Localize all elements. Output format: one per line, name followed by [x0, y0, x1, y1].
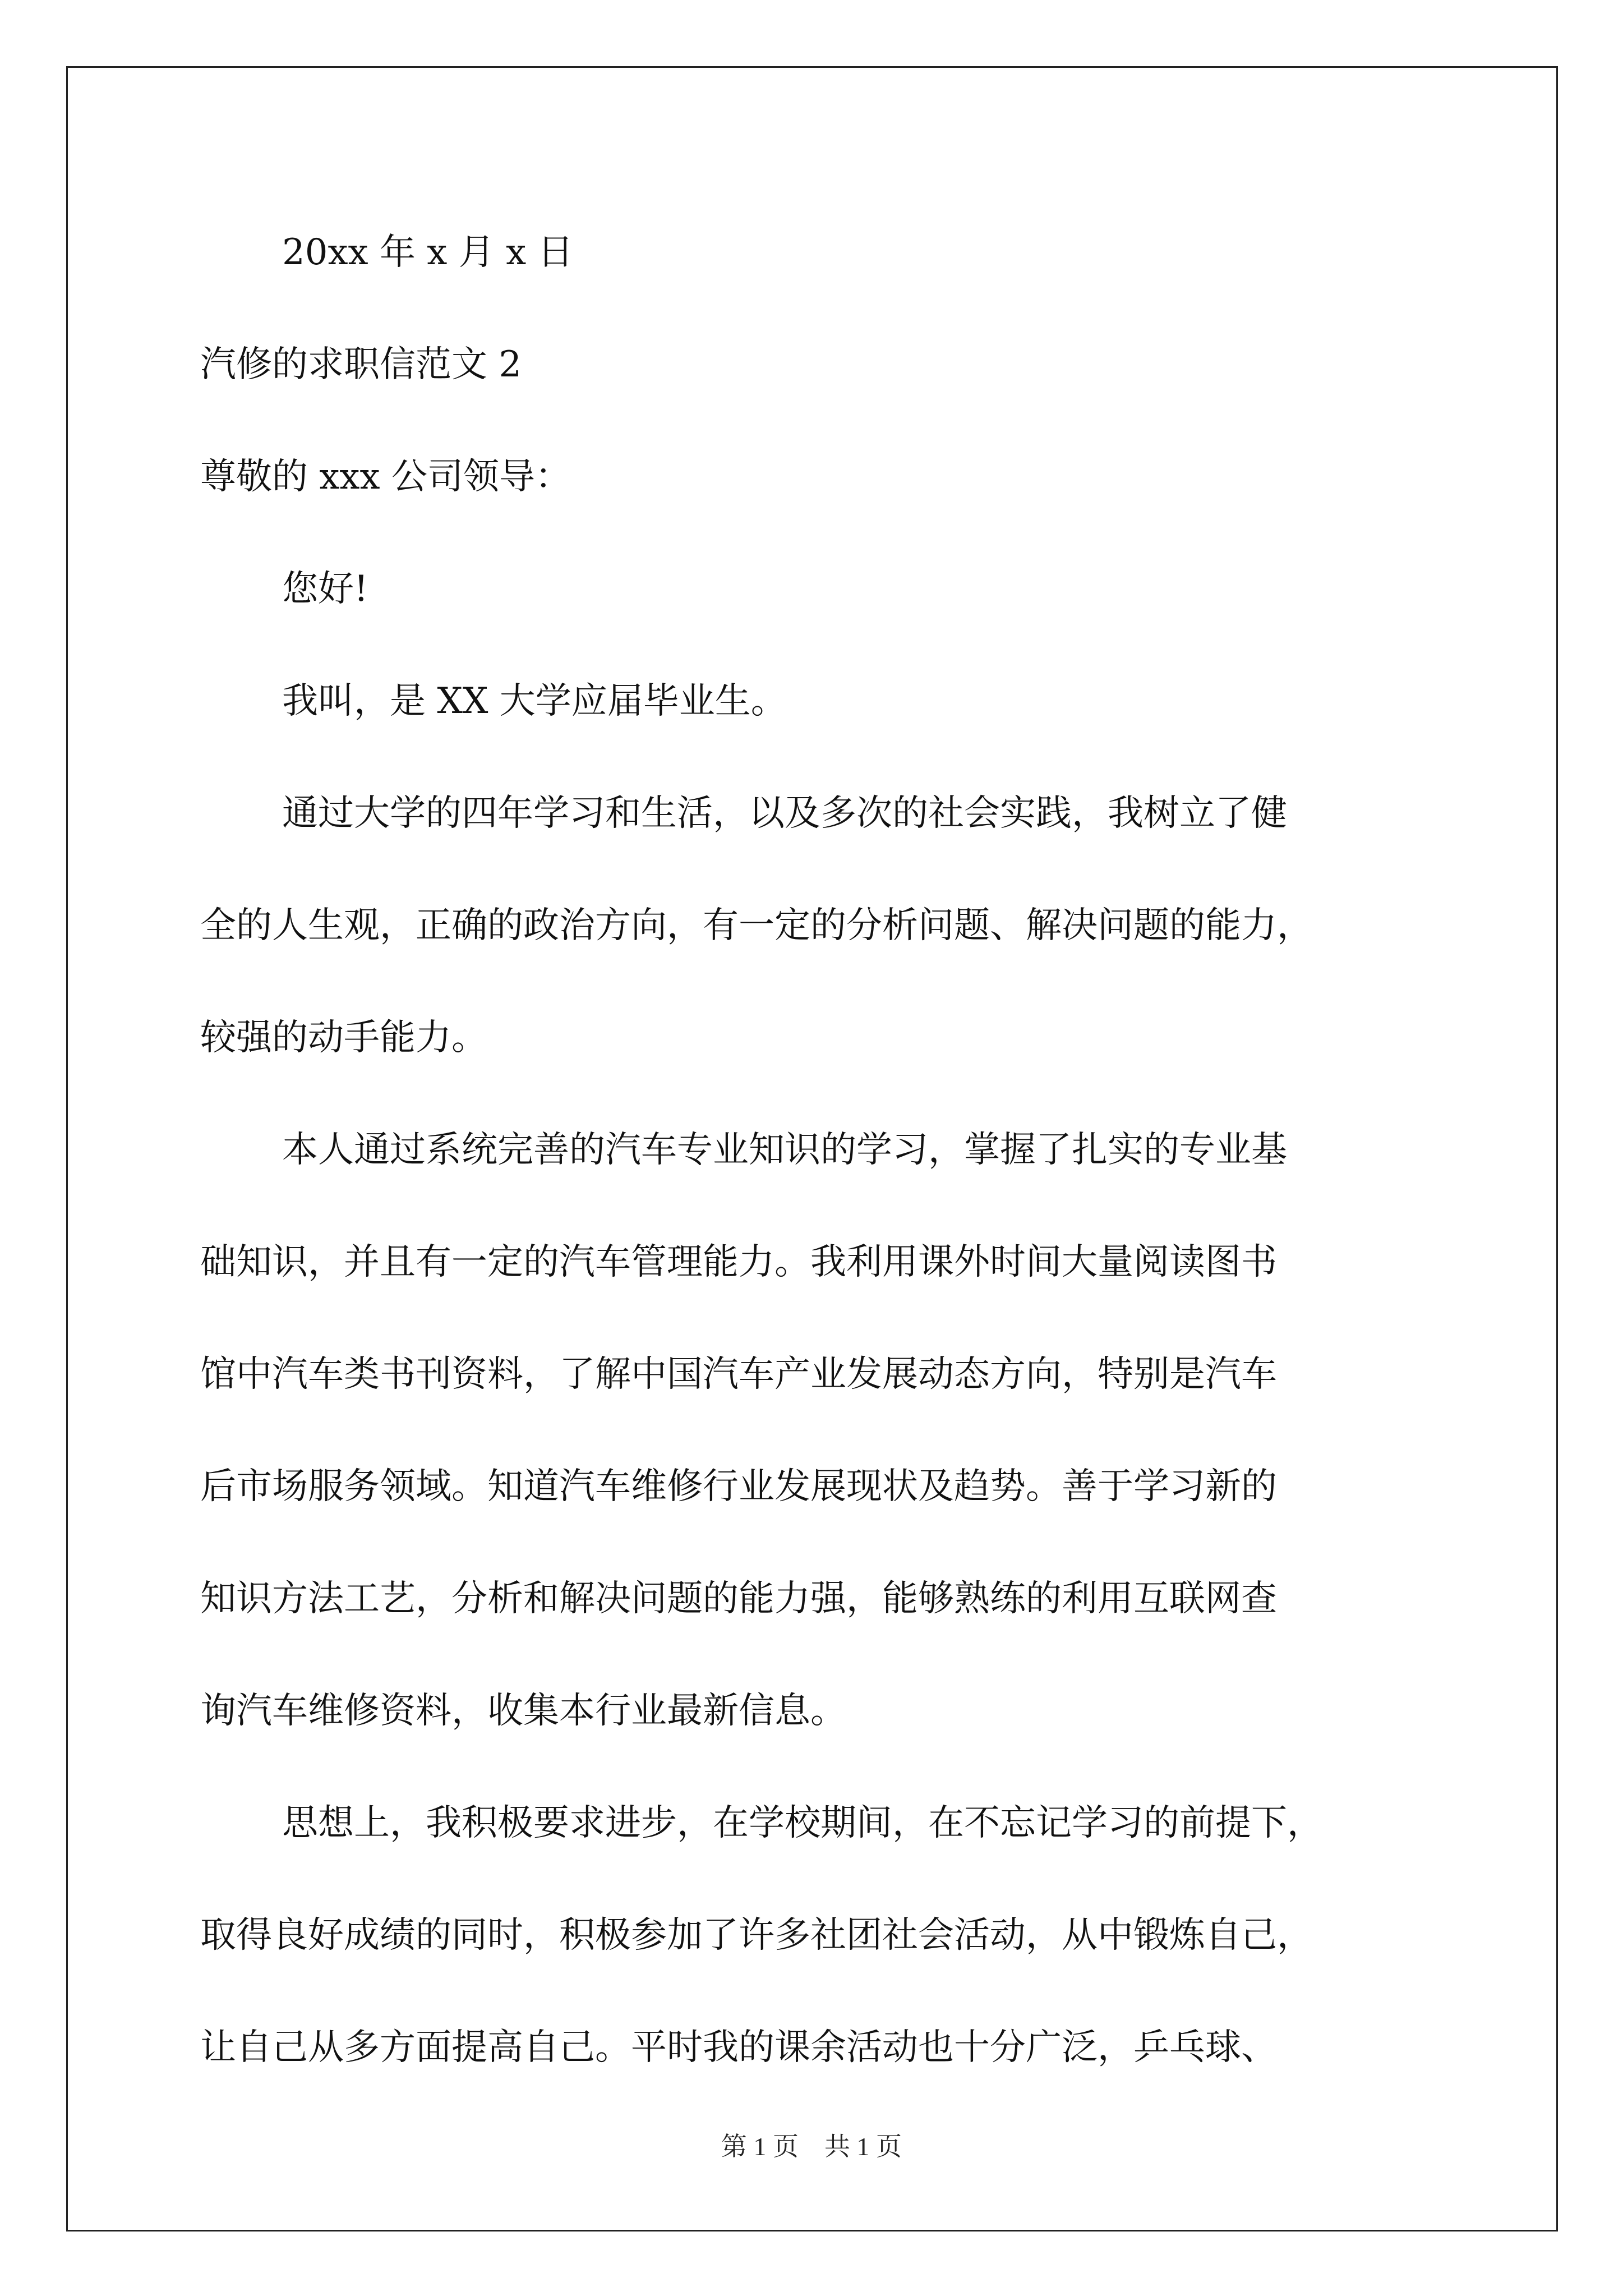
paragraph-line: 较强的动手能力。 — [200, 1017, 487, 1059]
paragraph-line: 馆中汽车类书刊资料，了解中国汽车产业发展动态方向，特别是汽车 — [200, 1354, 1277, 1395]
paragraph-line: 知识方法工艺，分析和解决问题的能力强，能够熟练的利用互联网查 — [200, 1578, 1277, 1619]
paragraph-line: 思想上，我积极要求进步，在学校期间，在不忘记学习的前提下， — [282, 1802, 1323, 1844]
paragraph-line: 础知识，并且有一定的汽车管理能力。我利用课外时间大量阅读图书 — [200, 1241, 1277, 1283]
greeting: 您好! — [282, 568, 368, 610]
salutation: 尊敬的 xxx 公司领导： — [200, 456, 571, 498]
paragraph-line: 询汽车维修资料，收集本行业最新信息。 — [200, 1690, 846, 1732]
paragraph-line: 通过大学的四年学习和生活，以及多次的社会实践，我树立了健 — [282, 793, 1287, 834]
page-footer: 第 1 页 共 1 页 — [721, 2132, 902, 2161]
date-line: 20xx 年 x 月 x 日 — [282, 232, 574, 273]
paragraph-line: 后市场服务领域。知道汽车维修行业发展现状及趋势。善于学习新的 — [200, 1466, 1277, 1507]
section-title: 汽修的求职信范文 2 — [200, 344, 522, 385]
paragraph-line: 本人通过系统完善的汽车专业知识的学习，掌握了扎实的专业基 — [282, 1129, 1287, 1171]
paragraph-line: 让自己从多方面提高自己。平时我的课余活动也十分广泛，乒乓球、 — [200, 2027, 1277, 2068]
paragraph-line: 我叫，是 XX 大学应届毕业生。 — [282, 680, 787, 722]
paragraph-line: 取得良好成绩的同时，积极参加了许多社团社会活动，从中锻炼自己， — [200, 1915, 1313, 1956]
paragraph-line: 全的人生观，正确的政治方向，有一定的分析问题、解决问题的能力， — [200, 905, 1313, 946]
